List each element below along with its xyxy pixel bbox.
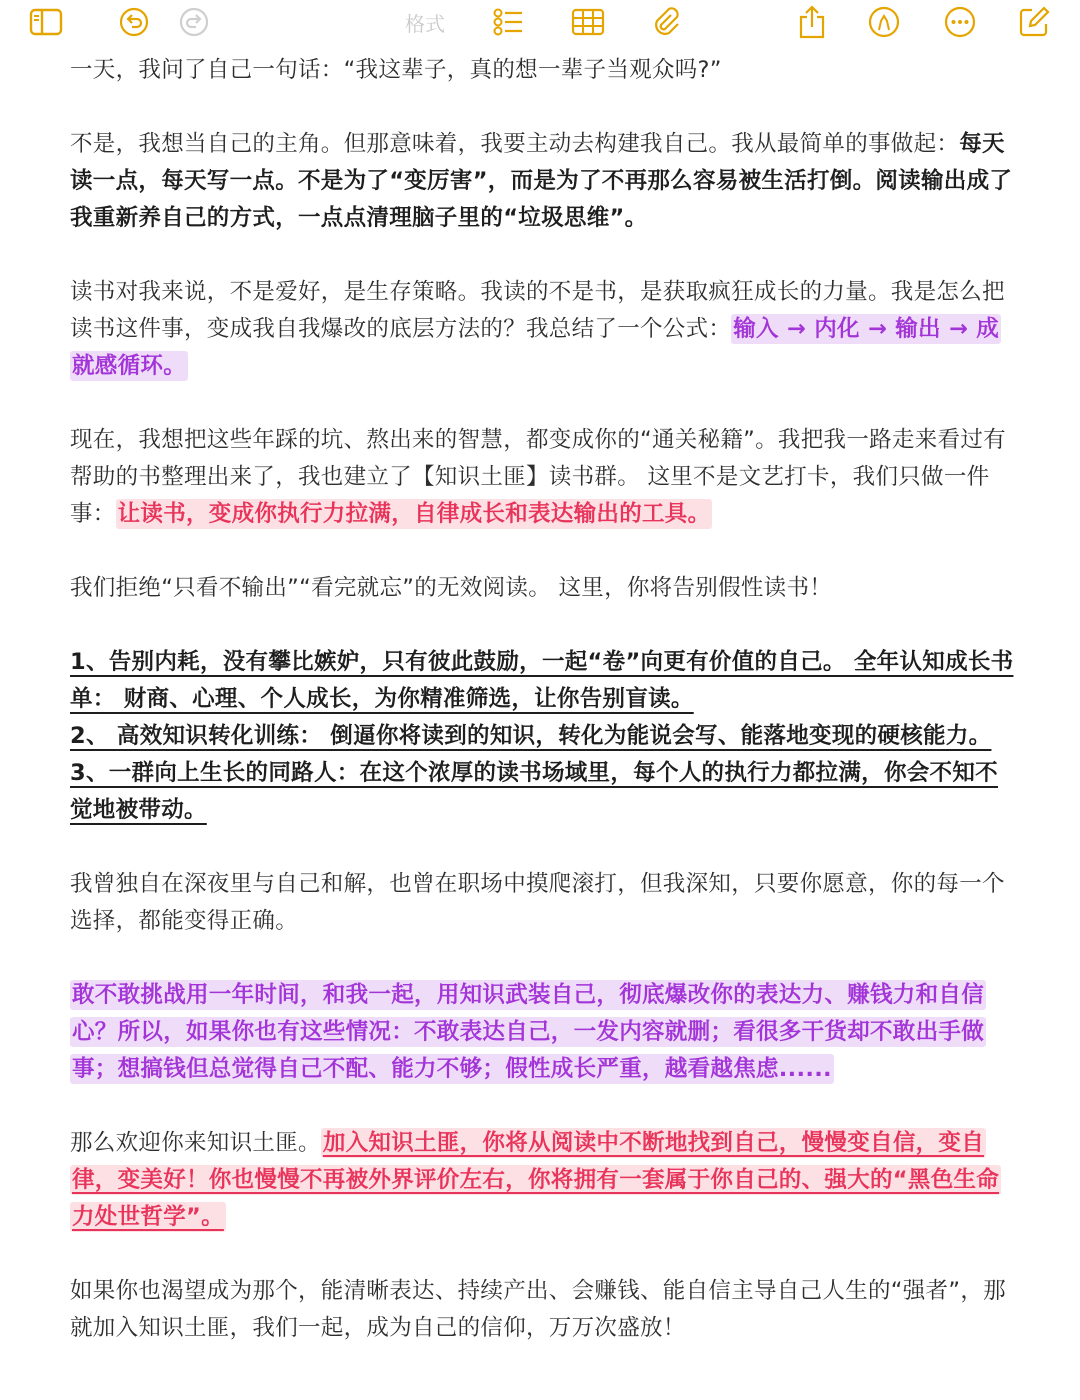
challenge-highlight: 敢不敢挑战用一年时间，和我一起，用知识武装自己，彻底爆改你的表达力、赚钱力和自信心？所以，如果你也有这些情况：不敢表达自己，一发内容就删；看很多干货却不敢出手做事；想搞钱但总觉得自己不配、能力不够；假性成长严重，越看越焦虑......	[72, 982, 985, 1082]
benefit-list	[70, 644, 1020, 829]
paragraph-4-text: 现在，我想把这些年踩的坑、熬出来的智慧，都变成你的“通关秘籍”。我把我一路走来看过有帮助的书整理出来了，我也建立了【知识土匪】读书群。 这里不是文艺打卡，我们只做一件事：	[70, 427, 1006, 527]
paragraph-3	[70, 274, 1020, 385]
checklist-icon[interactable]	[490, 4, 526, 40]
markup-pen-icon[interactable]	[866, 4, 902, 40]
paragraph-3-text: 读书对我来说，不是爱好，是生存策略。我读的不是书，是获取疯狂成长的力量。我是怎么把读书这件事，变成我自我爆改的底层方法的？我总结了一个公式：	[70, 279, 1005, 342]
list-item-2	[70, 718, 1020, 755]
paragraph-7	[70, 977, 1020, 1088]
paragraph-6: 我曾独自在深夜里与自己和解，也曾在职场中摸爬滚打，但我深知，只要你愿意，你的每一个选择，都能变得正确。	[70, 871, 1005, 934]
formula-highlight: 输入 → 内化 → 输出 → 成就感循环。	[72, 316, 1000, 379]
join-highlight: 加入知识土匪，你将从阅读中不断地找到自己，慢慢变自信，变自律，变美好！你也慢慢不再被外界评价左右，你将拥有一套属于你自己的、强大的“黑色生命力处世哲学”。	[72, 1130, 1000, 1230]
paragraph-5: 我们拒绝“只看不输出”“看完就忘”的无效阅读。 这里，你将告别假性读书！	[70, 575, 833, 601]
undo-icon[interactable]	[116, 4, 152, 40]
paragraph-4	[70, 422, 1020, 533]
list-item-1	[70, 644, 1020, 718]
list-item-1-text: 1、告别内耗，没有攀比嫉妒，只有彼此鼓励，一起“卷”向更有价值的自己。 全年认知成长书单： 财商、心理、个人成长，为你精准筛选，让你告别盲读。	[70, 649, 1014, 712]
paragraph-8-text: 那么欢迎你来知识土匪。	[70, 1130, 321, 1156]
list-item-3-text: 3、一群向上生长的同路人：在这个浓厚的读书场域里，每个人的执行力都拉满，你会不知不觉地被带动。	[70, 760, 998, 823]
paragraph-1: 一天，我问了自己一句话：“我这辈子，真的想一辈子当观众吗?”	[70, 57, 722, 83]
paragraph-2-text: 不是，我想当自己的主角。但那意味着，我要主动去构建我自己。我从最简单的事做起：	[70, 131, 960, 157]
paragraph-9: 如果你也渴望成为那个，能清晰表达、持续产出、会赚钱、能自信主导自己人生的“强者”，那就加入知识土匪，我们一起，成为自己的信仰，万万次盛放！	[70, 1278, 1006, 1341]
paperclip-icon[interactable]	[648, 4, 684, 40]
table-icon[interactable]	[570, 4, 606, 40]
compose-icon[interactable]	[1016, 4, 1052, 40]
redo-icon[interactable]	[176, 4, 212, 40]
paragraph-8	[70, 1125, 1020, 1236]
format-title[interactable]: 格式	[405, 12, 445, 36]
share-icon[interactable]	[794, 4, 830, 40]
goal-highlight: 让读书，变成你执行力拉满，自律成长和表达输出的工具。	[117, 501, 711, 527]
sidebar-icon[interactable]	[28, 4, 64, 40]
list-item-2-text: 2、 高效知识转化训练： 倒逼你将读到的知识，转化为能说会写、能落地变现的硬核能力。	[70, 723, 992, 749]
more-icon[interactable]	[942, 4, 978, 40]
paragraph-2	[70, 126, 1020, 237]
list-item-3	[70, 755, 1020, 829]
notes-toolbar	[0, 0, 1080, 44]
note-body[interactable]	[70, 52, 1020, 1384]
paragraph-2-bold: 每天读一点，每天写一点。不是为了“变厉害”，而是为了不再那么容易被生活打倒。阅读输出成了我重新养自己的方式，一点点清理脑子里的“垃圾思维”。	[70, 131, 1013, 231]
